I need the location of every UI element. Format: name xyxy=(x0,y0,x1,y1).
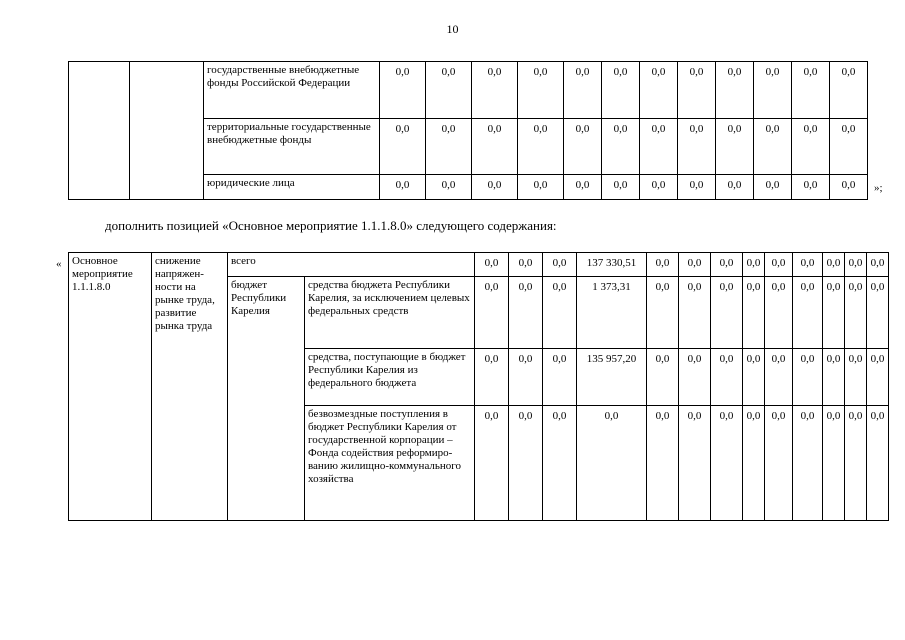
table-row xyxy=(69,253,889,277)
row-label: средства бюджета Республики Карелия, за исключением целевых федеральных средств xyxy=(305,277,475,349)
row-label: юридические лица xyxy=(204,175,380,200)
value-cell: 0,0 xyxy=(518,119,564,175)
value-cell: 0,0 xyxy=(518,62,564,119)
opening-quote: « xyxy=(56,258,62,270)
value-cell: 0,0 xyxy=(518,175,564,200)
value-cell: 0,0 xyxy=(716,62,754,119)
value-cell: 0,0 xyxy=(754,175,792,200)
value-cell: 0,0 xyxy=(426,119,472,175)
value-cell: 0,0 xyxy=(743,349,765,406)
value-cell: 0,0 xyxy=(823,406,845,521)
value-cell: 0,0 xyxy=(711,406,743,521)
value-cell: 0,0 xyxy=(640,119,678,175)
value-cell: 0,0 xyxy=(472,175,518,200)
value-cell: 0,0 xyxy=(564,62,602,119)
value-cell: 0,0 xyxy=(845,406,867,521)
value-cell: 0,0 xyxy=(754,119,792,175)
value-cell: 0,0 xyxy=(640,175,678,200)
value-cell: 0,0 xyxy=(823,349,845,406)
value-cell: 0,0 xyxy=(793,349,823,406)
value-cell: 137 330,51 xyxy=(577,253,647,277)
closing-quote: »; xyxy=(874,182,883,194)
value-cell: 0,0 xyxy=(602,62,640,119)
row-label: государственные внебюджетные фонды Российской Федерации xyxy=(204,62,380,119)
value-cell: 0,0 xyxy=(792,175,830,200)
value-cell: 0,0 xyxy=(679,253,711,277)
value-cell: 0,0 xyxy=(543,349,577,406)
row-label: безвозмездные поступления в бюджет Республики Карелия от государственной корпорации – Фонда содействия реформиро-ванию жилищно-коммунального хозяйства xyxy=(305,406,475,521)
value-cell: 0,0 xyxy=(765,253,793,277)
value-cell: 0,0 xyxy=(793,253,823,277)
value-cell: 0,0 xyxy=(475,406,509,521)
empty-cell xyxy=(130,62,204,200)
value-cell: 0,0 xyxy=(426,62,472,119)
value-cell: 0,0 xyxy=(830,175,868,200)
value-cell: 0,0 xyxy=(743,406,765,521)
value-cell: 0,0 xyxy=(426,175,472,200)
value-cell: 0,0 xyxy=(765,349,793,406)
value-cell: 0,0 xyxy=(867,349,889,406)
value-cell: 0,0 xyxy=(678,62,716,119)
value-cell: 0,0 xyxy=(509,277,543,349)
value-cell: 0,0 xyxy=(793,277,823,349)
value-cell: 0,0 xyxy=(647,277,679,349)
table-row xyxy=(69,62,868,119)
status-cell: Основное мероприятие 1.1.1.8.0 xyxy=(69,253,152,521)
value-cell: 0,0 xyxy=(823,277,845,349)
value-cell: 0,0 xyxy=(564,119,602,175)
value-cell: 0,0 xyxy=(602,175,640,200)
value-cell: 0,0 xyxy=(509,253,543,277)
value-cell: 0,0 xyxy=(564,175,602,200)
value-cell: 0,0 xyxy=(830,62,868,119)
value-cell: 0,0 xyxy=(543,277,577,349)
value-cell: 0,0 xyxy=(472,119,518,175)
value-cell: 135 957,20 xyxy=(577,349,647,406)
value-cell: 0,0 xyxy=(792,62,830,119)
value-cell: 0,0 xyxy=(792,119,830,175)
value-cell: 0,0 xyxy=(647,406,679,521)
value-cell: 0,0 xyxy=(679,349,711,406)
value-cell: 0,0 xyxy=(679,277,711,349)
value-cell: 0,0 xyxy=(509,349,543,406)
empty-cell xyxy=(69,62,130,200)
value-cell: 0,0 xyxy=(475,253,509,277)
value-cell: 0,0 xyxy=(472,62,518,119)
value-cell: 0,0 xyxy=(743,253,765,277)
value-cell: 0,0 xyxy=(543,253,577,277)
value-cell: 0,0 xyxy=(711,349,743,406)
value-cell: 0,0 xyxy=(716,175,754,200)
value-cell: 0,0 xyxy=(543,406,577,521)
value-cell: 0,0 xyxy=(380,119,426,175)
value-cell: 0,0 xyxy=(577,406,647,521)
table-new-measure xyxy=(68,252,889,521)
value-cell: 0,0 xyxy=(475,277,509,349)
value-cell: 0,0 xyxy=(765,277,793,349)
page-number: 10 xyxy=(446,22,459,36)
value-cell: 0,0 xyxy=(845,253,867,277)
value-cell: 0,0 xyxy=(845,277,867,349)
row-label: средства, поступающие в бюджет Республики Карелия из федерального бюджета xyxy=(305,349,475,406)
value-cell: 0,0 xyxy=(509,406,543,521)
value-cell: 0,0 xyxy=(647,349,679,406)
value-cell: 0,0 xyxy=(754,62,792,119)
value-cell: 0,0 xyxy=(867,253,889,277)
value-cell: 0,0 xyxy=(765,406,793,521)
total-label: всего xyxy=(228,253,475,277)
value-cell: 0,0 xyxy=(711,277,743,349)
value-cell: 0,0 xyxy=(640,62,678,119)
value-cell: 0,0 xyxy=(711,253,743,277)
measure-name-cell: снижение напряжен-ности на рынке труда, развитие рынка труда xyxy=(152,253,228,521)
value-cell: 0,0 xyxy=(380,62,426,119)
value-cell: 0,0 xyxy=(823,253,845,277)
value-cell: 0,0 xyxy=(845,349,867,406)
value-cell: 0,0 xyxy=(743,277,765,349)
value-cell: 0,0 xyxy=(475,349,509,406)
value-cell: 0,0 xyxy=(647,253,679,277)
value-cell: 0,0 xyxy=(867,277,889,349)
value-cell: 0,0 xyxy=(793,406,823,521)
budget-label: бюджет Республики Карелия xyxy=(228,277,305,521)
value-cell: 0,0 xyxy=(602,119,640,175)
amendment-paragraph: дополнить позицией «Основное мероприятие 1.1.1.8.0» следующего содержания: xyxy=(105,218,557,233)
value-cell: 0,0 xyxy=(679,406,711,521)
value-cell: 0,0 xyxy=(678,175,716,200)
value-cell: 1 373,31 xyxy=(577,277,647,349)
value-cell: 0,0 xyxy=(867,406,889,521)
value-cell: 0,0 xyxy=(716,119,754,175)
value-cell: 0,0 xyxy=(678,119,716,175)
value-cell: 0,0 xyxy=(380,175,426,200)
row-label: территориальные государственные внебюджетные фонды xyxy=(204,119,380,175)
table-sources-continued xyxy=(68,61,868,200)
value-cell: 0,0 xyxy=(830,119,868,175)
